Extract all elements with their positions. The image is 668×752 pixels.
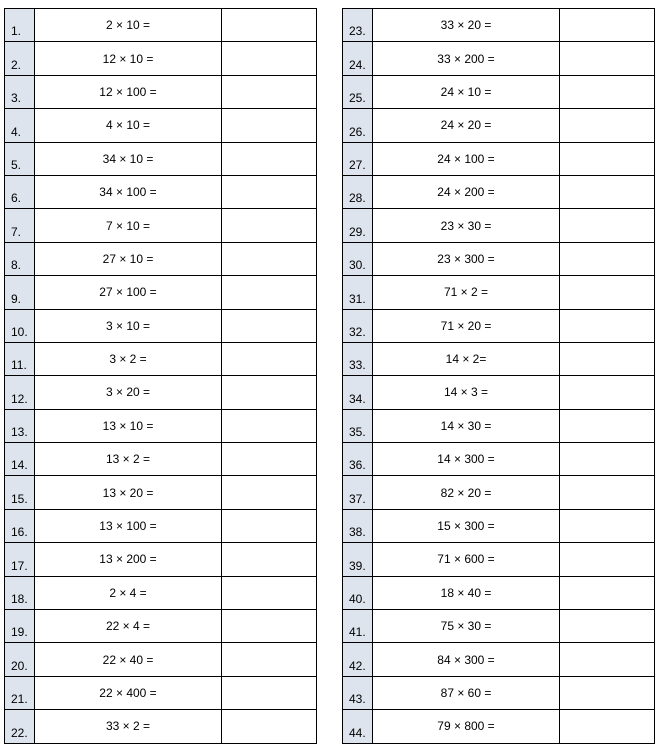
problem-expression: 18 × 40 =	[373, 576, 560, 609]
problem-row	[5, 610, 317, 643]
problem-row	[343, 710, 655, 743]
worksheet-left-table	[4, 8, 317, 744]
problem-expression: 24 × 200 =	[373, 175, 560, 208]
problem-row	[5, 309, 317, 342]
problem-row	[343, 42, 655, 75]
problem-expression: 34 × 100 =	[35, 175, 222, 208]
answer-cell[interactable]	[560, 209, 655, 242]
problem-expression: 14 × 2=	[373, 342, 560, 375]
problem-number: 35.	[343, 409, 373, 442]
problem-number: 12.	[5, 376, 35, 409]
problem-number: 23.	[343, 9, 373, 42]
problem-expression: 12 × 10 =	[35, 42, 222, 75]
problem-row	[5, 676, 317, 709]
problem-row	[5, 576, 317, 609]
answer-cell[interactable]	[222, 610, 317, 643]
answer-cell[interactable]	[222, 676, 317, 709]
problem-expression: 71 × 20 =	[373, 309, 560, 342]
problem-row	[5, 142, 317, 175]
problem-row	[5, 376, 317, 409]
problem-row	[343, 509, 655, 542]
problem-row	[5, 643, 317, 676]
problem-expression: 15 × 300 =	[373, 509, 560, 542]
problem-row	[5, 242, 317, 275]
problem-number: 44.	[343, 710, 373, 743]
answer-cell[interactable]	[222, 9, 317, 42]
problem-expression: 12 × 100 =	[35, 75, 222, 108]
problem-number: 2.	[5, 42, 35, 75]
problem-expression: 33 × 200 =	[373, 42, 560, 75]
problem-number: 13.	[5, 409, 35, 442]
answer-cell[interactable]	[222, 710, 317, 743]
answer-cell[interactable]	[560, 409, 655, 442]
problem-expression: 33 × 20 =	[373, 9, 560, 42]
problem-number: 27.	[343, 142, 373, 175]
problem-row	[5, 42, 317, 75]
problem-number: 19.	[5, 610, 35, 643]
answer-cell[interactable]	[222, 376, 317, 409]
problem-number: 17.	[5, 543, 35, 576]
problem-expression: 2 × 10 =	[35, 9, 222, 42]
problem-row	[343, 175, 655, 208]
problem-row	[343, 342, 655, 375]
answer-cell[interactable]	[560, 576, 655, 609]
problem-expression: 27 × 10 =	[35, 242, 222, 275]
problem-row	[343, 142, 655, 175]
problem-row	[5, 409, 317, 442]
answer-cell[interactable]	[560, 9, 655, 42]
answer-cell[interactable]	[222, 42, 317, 75]
answer-cell[interactable]	[560, 643, 655, 676]
answer-cell[interactable]	[222, 576, 317, 609]
answer-cell[interactable]	[560, 376, 655, 409]
problem-row	[343, 242, 655, 275]
problem-number: 30.	[343, 242, 373, 275]
problem-number: 16.	[5, 509, 35, 542]
problem-row	[5, 109, 317, 142]
problem-number: 21.	[5, 676, 35, 709]
problem-number: 3.	[5, 75, 35, 108]
answer-cell[interactable]	[222, 309, 317, 342]
problem-number: 34.	[343, 376, 373, 409]
problem-number: 4.	[5, 109, 35, 142]
problem-number: 26.	[343, 109, 373, 142]
problem-expression: 13 × 100 =	[35, 509, 222, 542]
problem-expression: 3 × 10 =	[35, 309, 222, 342]
problem-row	[343, 109, 655, 142]
problem-row	[343, 209, 655, 242]
answer-cell[interactable]	[560, 676, 655, 709]
answer-cell[interactable]	[560, 610, 655, 643]
problem-expression: 24 × 20 =	[373, 109, 560, 142]
problem-number: 10.	[5, 309, 35, 342]
answer-cell[interactable]	[222, 342, 317, 375]
problem-row	[343, 443, 655, 476]
problem-row	[343, 676, 655, 709]
answer-cell[interactable]	[222, 175, 317, 208]
problem-number: 37.	[343, 476, 373, 509]
problem-row	[5, 543, 317, 576]
problem-row	[343, 276, 655, 309]
problem-row	[343, 476, 655, 509]
problem-number: 11.	[5, 342, 35, 375]
answer-cell[interactable]	[560, 42, 655, 75]
problem-number: 14.	[5, 443, 35, 476]
worksheet-right-table	[342, 8, 655, 744]
answer-cell[interactable]	[222, 509, 317, 542]
problem-expression: 24 × 100 =	[373, 142, 560, 175]
problem-row	[5, 175, 317, 208]
problem-row	[343, 576, 655, 609]
problem-expression: 87 × 60 =	[373, 676, 560, 709]
answer-cell[interactable]	[222, 443, 317, 476]
problem-number: 38.	[343, 509, 373, 542]
problem-row	[5, 209, 317, 242]
problem-expression: 27 × 100 =	[35, 276, 222, 309]
answer-cell[interactable]	[560, 476, 655, 509]
problem-row	[5, 342, 317, 375]
problem-row	[343, 643, 655, 676]
problem-number: 31.	[343, 276, 373, 309]
problem-expression: 3 × 20 =	[35, 376, 222, 409]
problem-expression: 22 × 40 =	[35, 643, 222, 676]
problem-number: 24.	[343, 42, 373, 75]
answer-cell[interactable]	[222, 209, 317, 242]
problem-row	[343, 543, 655, 576]
answer-cell[interactable]	[222, 242, 317, 275]
problem-number: 28.	[343, 175, 373, 208]
problem-number: 5.	[5, 142, 35, 175]
answer-cell[interactable]	[560, 75, 655, 108]
problem-number: 29.	[343, 209, 373, 242]
answer-cell[interactable]	[222, 643, 317, 676]
problem-expression: 23 × 30 =	[373, 209, 560, 242]
problem-number: 40.	[343, 576, 373, 609]
problem-row	[5, 75, 317, 108]
problem-expression: 33 × 2 =	[35, 710, 222, 743]
problem-expression: 14 × 3 =	[373, 376, 560, 409]
problem-expression: 75 × 30 =	[373, 610, 560, 643]
problem-number: 15.	[5, 476, 35, 509]
problem-row	[5, 443, 317, 476]
problem-number: 33.	[343, 342, 373, 375]
answer-cell[interactable]	[222, 409, 317, 442]
answer-cell[interactable]	[560, 543, 655, 576]
problem-expression: 84 × 300 =	[373, 643, 560, 676]
answer-cell[interactable]	[222, 75, 317, 108]
answer-cell[interactable]	[560, 242, 655, 275]
answer-cell[interactable]	[560, 309, 655, 342]
problem-row	[343, 376, 655, 409]
problem-expression: 13 × 2 =	[35, 443, 222, 476]
answer-cell[interactable]	[222, 276, 317, 309]
problem-expression: 71 × 2 =	[373, 276, 560, 309]
problem-row	[5, 710, 317, 743]
answer-cell[interactable]	[560, 276, 655, 309]
problem-expression: 14 × 30 =	[373, 409, 560, 442]
problem-expression: 34 × 10 =	[35, 142, 222, 175]
problem-number: 20.	[5, 643, 35, 676]
problem-row	[5, 476, 317, 509]
problem-number: 41.	[343, 610, 373, 643]
problem-expression: 23 × 300 =	[373, 242, 560, 275]
problem-row	[343, 75, 655, 108]
problem-number: 7.	[5, 209, 35, 242]
answer-cell[interactable]	[560, 509, 655, 542]
problem-expression: 22 × 400 =	[35, 676, 222, 709]
problem-expression: 2 × 4 =	[35, 576, 222, 609]
problem-expression: 79 × 800 =	[373, 710, 560, 743]
problem-row	[5, 509, 317, 542]
answer-cell[interactable]	[222, 476, 317, 509]
problem-expression: 22 × 4 =	[35, 610, 222, 643]
problem-row	[343, 9, 655, 42]
problem-expression: 82 × 20 =	[373, 476, 560, 509]
answer-cell[interactable]	[560, 443, 655, 476]
problem-number: 6.	[5, 175, 35, 208]
problem-number: 22.	[5, 710, 35, 743]
problem-number: 39.	[343, 543, 373, 576]
problem-number: 43.	[343, 676, 373, 709]
problem-row	[5, 276, 317, 309]
problem-expression: 24 × 10 =	[373, 75, 560, 108]
worksheet-left-body	[5, 9, 317, 744]
problem-row	[343, 409, 655, 442]
answer-cell[interactable]	[560, 142, 655, 175]
problem-expression: 7 × 10 =	[35, 209, 222, 242]
answer-cell[interactable]	[222, 543, 317, 576]
problem-expression: 13 × 10 =	[35, 409, 222, 442]
problem-expression: 13 × 20 =	[35, 476, 222, 509]
problem-row	[5, 9, 317, 42]
answer-cell[interactable]	[560, 342, 655, 375]
problem-number: 9.	[5, 276, 35, 309]
answer-cell[interactable]	[560, 175, 655, 208]
problem-number: 25.	[343, 75, 373, 108]
worksheet-right-body	[343, 9, 655, 744]
answer-cell[interactable]	[222, 142, 317, 175]
problem-number: 36.	[343, 443, 373, 476]
problem-number: 32.	[343, 309, 373, 342]
problem-row	[343, 610, 655, 643]
problem-number: 18.	[5, 576, 35, 609]
problem-number: 1.	[5, 9, 35, 42]
problem-expression: 4 × 10 =	[35, 109, 222, 142]
answer-cell[interactable]	[222, 109, 317, 142]
answer-cell[interactable]	[560, 109, 655, 142]
problem-row	[343, 309, 655, 342]
problem-number: 8.	[5, 242, 35, 275]
answer-cell[interactable]	[560, 710, 655, 743]
problem-expression: 3 × 2 =	[35, 342, 222, 375]
problem-expression: 13 × 200 =	[35, 543, 222, 576]
problem-number: 42.	[343, 643, 373, 676]
problem-expression: 14 × 300 =	[373, 443, 560, 476]
problem-expression: 71 × 600 =	[373, 543, 560, 576]
